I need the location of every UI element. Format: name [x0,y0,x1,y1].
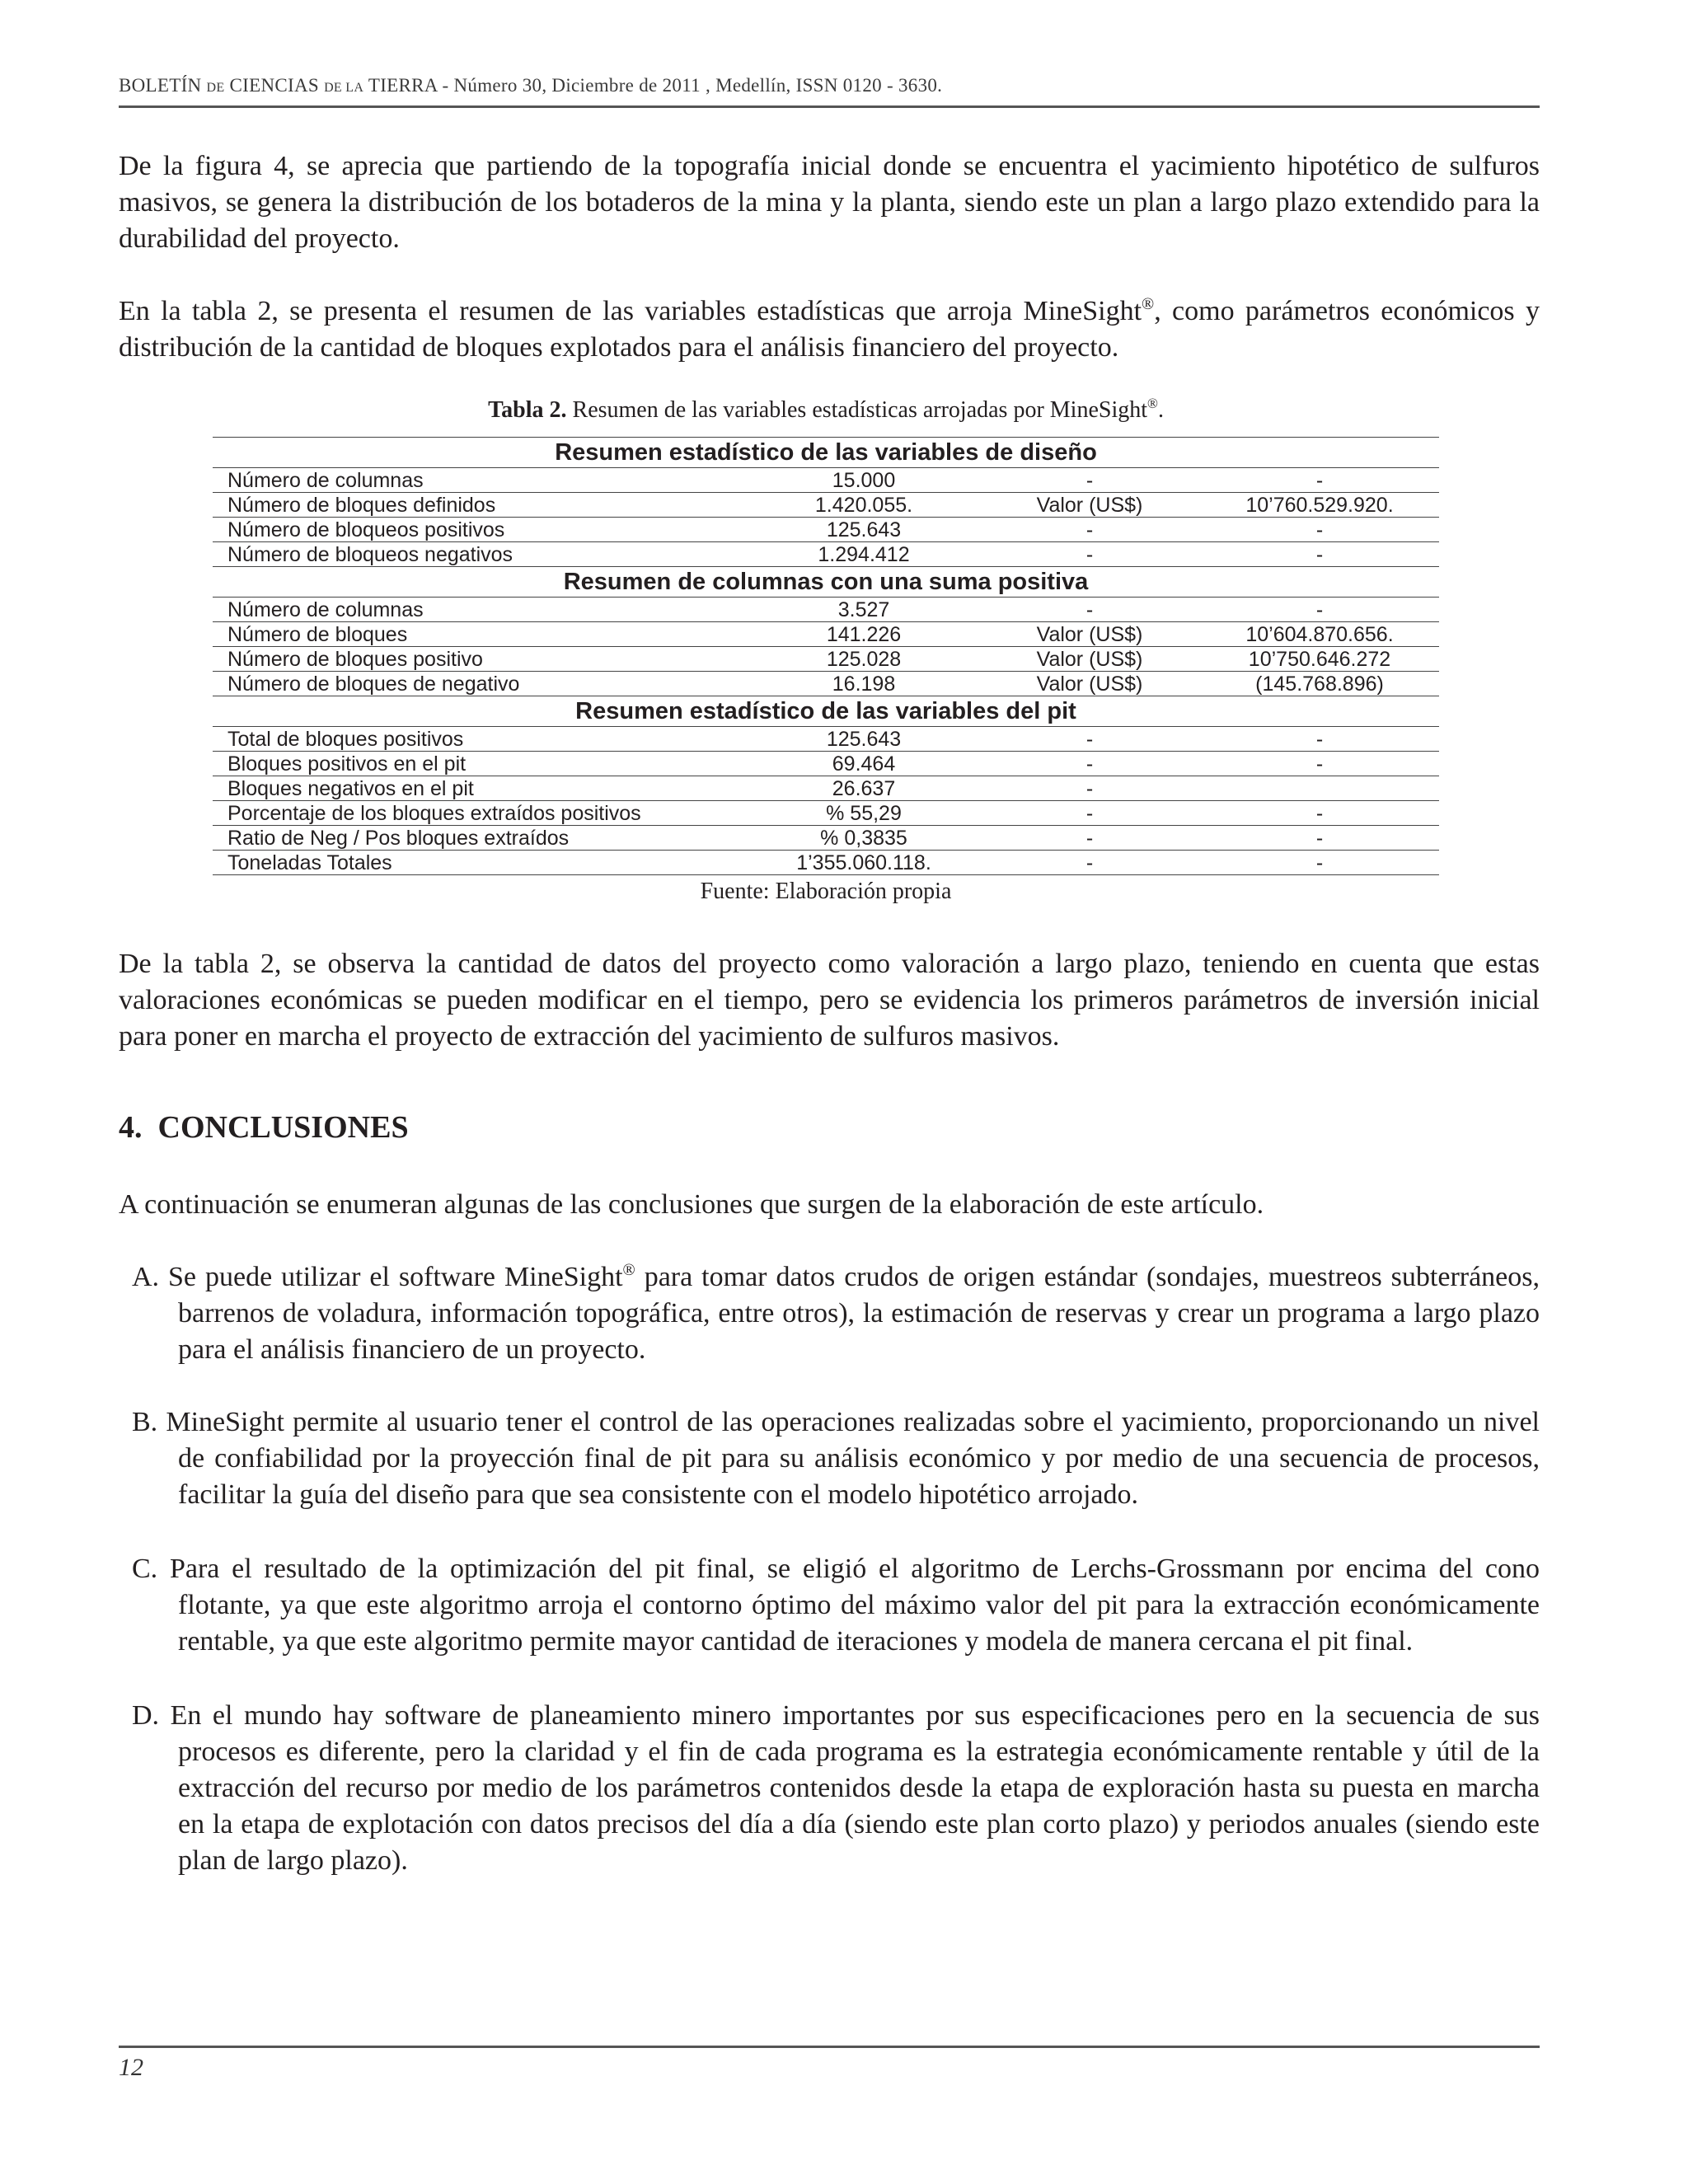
registered-mark: ® [622,1261,635,1279]
row-label: Número de bloques positivo [213,647,748,672]
conclusion-d-text: D. En el mundo hay software de planeamiento minero importantes por sus especificaciones pero en la secuencia de sus procesos es diferente, pero la claridad y el fin de cada programa es la estrategia económicamente rentable y útil de la extracción del recurso por medio de los parámetros contenidos desde la etapa de exploración hasta su puesta en marcha en la etapa de explotación con datos precisos del día a día (siendo este plan corto plazo) y periodos anuales (siendo este plan de largo plazo). [132,1700,1540,1876]
row-value: 10’760.529.920. [1200,493,1439,518]
section-title: CONCLUSIONES [157,1110,409,1145]
table-row [213,647,1439,672]
row-label: Ratio de Neg / Pos bloques extraídos [213,826,748,851]
table-caption-end: . [1157,397,1164,423]
header-rule [119,105,1540,108]
row-unit: - [979,801,1200,826]
statistics-table-body [213,438,1439,875]
table-row [213,672,1439,696]
paragraph-table-intro [119,293,1540,366]
row-count: 1’355.060.118. [748,851,979,875]
row-count: 16.198 [748,672,979,696]
table-caption-text: Resumen de las variables estadísticas arrojadas por MineSight [566,397,1148,423]
row-label: Número de columnas [213,598,748,622]
row-label: Total de bloques positivos [213,727,748,752]
registered-mark: ® [1142,295,1155,313]
statistics-table [213,437,1439,875]
table-row [213,801,1439,826]
section-heading [119,1108,409,1147]
row-value: - [1200,542,1439,567]
row-value: - [1200,598,1439,622]
row-unit: Valor (US$) [979,622,1200,647]
section-number: 4. [119,1110,143,1145]
conclusion-c-text: C. Para el resultado de la optimización del pit final, se eligió el algoritmo de Lerchs-Grossmann por encima del cono flotante, ya que este algoritmo arroja el contorno óptimo del máximo valor del pit para la extracción económicamente rentable, ya que este algoritmo permite mayor cantidad de iteraciones y modela de manera cercana el pit final. [132,1554,1540,1657]
row-label: Número de bloques [213,622,748,647]
table-row [213,542,1439,567]
row-unit: Valor (US$) [979,672,1200,696]
page-number: 12 [119,2054,143,2081]
row-value: (145.768.896) [1200,672,1439,696]
header-smallcaps-de: DE [206,81,225,95]
row-unit: - [979,752,1200,776]
row-unit: - [979,727,1200,752]
conclusion-item-d [119,1698,1540,1879]
row-unit: - [979,776,1200,801]
row-unit: Valor (US$) [979,647,1200,672]
header-journal-part2: CIENCIAS [229,75,319,96]
table-row [213,727,1439,752]
row-label: Bloques negativos en el pit [213,776,748,801]
row-count: 69.464 [748,752,979,776]
row-label: Número de bloques de negativo [213,672,748,696]
table-section-header [213,438,1439,468]
row-count: % 0,3835 [748,826,979,851]
conclusion-a-text: A. Se puede utilizar el software MineSight [132,1262,623,1292]
row-unit: - [979,598,1200,622]
table-row [213,468,1439,493]
paragraph-table-intro-text: En la tabla 2, se presenta el resumen de las variables estadísticas que arroja MineSight [119,296,1142,326]
table-caption-label: Tabla 2. [488,397,567,423]
row-value: - [1200,468,1439,493]
header-journal-part1: BOLETÍN [119,75,202,96]
row-value: - [1200,518,1439,542]
row-value: - [1200,851,1439,875]
paragraph-figure-4: De la figura 4, se aprecia que partiendo de la topografía inicial donde se encuentra el yacimiento hipotético de sulfuros masivos, se genera la distribución de los botaderos de la mina y la planta, siendo este un plan a largo plazo extendido para la durabilidad del proyecto. [119,151,1540,254]
paragraph-table-observation: De la tabla 2, se observa la cantidad de datos del proyecto como valoración a largo plazo, teniendo en cuenta que estas valoraciones económicas se pueden modificar en el tiempo, pero se evidencia los primeros parámetros de inversión inicial para poner en marcha el proyecto de extracción del yacimiento de sulfuros masivos. [119,949,1540,1052]
row-count: 3.527 [748,598,979,622]
row-label: Número de bloqueos negativos [213,542,748,567]
row-count: 15.000 [748,468,979,493]
row-count: 125.028 [748,647,979,672]
table-row [213,776,1439,801]
paragraph-conclusions-intro: A continuación se enumeran algunas de las conclusiones que surgen de la elaboración de este artículo. [119,1189,1264,1220]
table-section-header [213,567,1439,598]
row-unit: - [979,468,1200,493]
table-row [213,851,1439,875]
table-caption [213,396,1439,425]
row-unit: Valor (US$) [979,493,1200,518]
row-value: - [1200,801,1439,826]
running-header [119,71,1536,103]
row-unit: - [979,826,1200,851]
table-row [213,598,1439,622]
row-value: 10’750.646.272 [1200,647,1439,672]
row-label: Número de bloqueos positivos [213,518,748,542]
conclusion-a-rest: para tomar datos crudos de origen estándar (sondajes, muestreos subterráneos, barrenos de voladura, información topográfica, entre otros), la estimación de reservas y crear un programa a largo plazo para el análisis financiero de un proyecto. [178,1262,1540,1365]
section-positive-columns: Resumen de columnas con una suma positiva [213,567,1439,598]
row-count: % 55,29 [748,801,979,826]
paragraph-table-intro-rest: , como parámetros económicos y distribución de la cantidad de bloques explotados para el análisis financiero del proyecto. [119,296,1540,363]
table-source: Fuente: Elaboración propia [700,879,952,904]
table-row [213,622,1439,647]
row-label: Número de columnas [213,468,748,493]
row-unit: - [979,851,1200,875]
table-section-header [213,696,1439,727]
row-count: 1.420.055. [748,493,979,518]
row-value: - [1200,826,1439,851]
row-value: - [1200,727,1439,752]
row-value: - [1200,752,1439,776]
row-count: 26.637 [748,776,979,801]
row-value [1200,776,1439,801]
row-count: 125.643 [748,518,979,542]
section-design-variables: Resumen estadístico de las variables de diseño [213,438,1439,468]
conclusion-b-text: B. MineSight permite al usuario tener el control de las operaciones realizadas sobre el yacimiento, proporcionando un nivel de confiabilidad por la proyección final de pit para su análisis económico y por medio de una secuencia de procesos, facilitar la guía del diseño para que sea consistente con el modelo hipotético arrojado. [132,1407,1540,1510]
conclusion-item-a [119,1259,1540,1368]
row-count: 125.643 [748,727,979,752]
header-journal-part3: TIERRA - Número 30, Diciembre de 2011 , Medellín, ISSN 0120 - 3630. [368,75,943,96]
footer-rule [119,2046,1540,2048]
row-count: 1.294.412 [748,542,979,567]
table-row [213,493,1439,518]
row-value: 10’604.870.656. [1200,622,1439,647]
header-smallcaps-dela: DE LA [324,81,364,95]
row-unit: - [979,542,1200,567]
registered-mark: ® [1147,396,1158,411]
row-label: Toneladas Totales [213,851,748,875]
table-row [213,518,1439,542]
table-row [213,826,1439,851]
conclusion-item-c [119,1551,1540,1660]
section-pit-variables: Resumen estadístico de las variables del pit [213,696,1439,727]
row-label: Bloques positivos en el pit [213,752,748,776]
row-label: Número de bloques definidos [213,493,748,518]
conclusion-item-b [119,1404,1540,1513]
row-label: Porcentaje de los bloques extraídos positivos [213,801,748,826]
table-row [213,752,1439,776]
row-count: 141.226 [748,622,979,647]
row-unit: - [979,518,1200,542]
